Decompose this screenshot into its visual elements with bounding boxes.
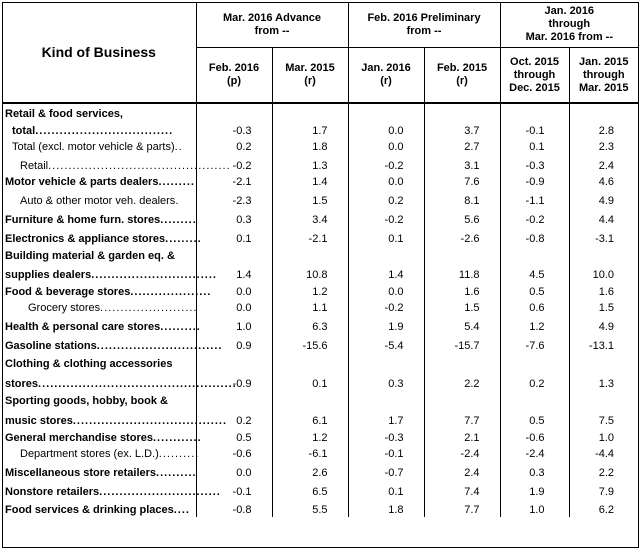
cell-value: 1.0 — [569, 428, 638, 445]
table-row — [2, 189, 638, 208]
cell-value: 6.3 — [272, 315, 348, 334]
leader-dots: ......... — [158, 176, 195, 188]
row-label — [2, 391, 196, 408]
kind-of-business-header: Kind of Business — [2, 2, 196, 103]
cell-value — [500, 246, 569, 263]
cell-value — [500, 103, 569, 121]
cell-value — [196, 246, 272, 263]
cell-value — [569, 391, 638, 408]
cell-value: 1.9 — [348, 315, 424, 334]
cell-value: 3.1 — [424, 154, 500, 173]
cell-value: -0.1 — [348, 445, 424, 461]
table-row — [2, 121, 638, 138]
cell-value — [500, 391, 569, 408]
table-row — [2, 208, 638, 227]
leader-dots: ......... — [165, 233, 202, 245]
cell-value: 1.5 — [424, 299, 500, 315]
subcol-header — [500, 48, 569, 104]
cell-value: 1.7 — [348, 408, 424, 428]
cell-value: 0.0 — [348, 138, 424, 154]
cell-value — [272, 103, 348, 121]
table-row — [2, 391, 638, 408]
cell-value: 10.0 — [569, 263, 638, 282]
leader-dots: .............................. — [99, 486, 221, 498]
cell-value: 2.8 — [569, 121, 638, 138]
row-label-text: Miscellaneous store retailers — [5, 467, 157, 479]
cell-value: -0.1 — [500, 121, 569, 138]
cell-value: 0.5 — [196, 428, 272, 445]
table-row — [2, 173, 638, 189]
cell-value — [569, 353, 638, 371]
row-label-text: music stores — [5, 415, 73, 427]
table-row — [2, 334, 638, 353]
row-label — [2, 428, 202, 445]
row-label — [2, 334, 223, 353]
cell-value: -2.3 — [196, 189, 272, 208]
row-label-text: Building material & garden eq. & — [5, 250, 175, 262]
leader-dots: ......... — [160, 214, 197, 226]
row-label-text: Total (excl. motor vehicle & parts) — [12, 141, 175, 153]
cell-value: 1.2 — [500, 315, 569, 334]
cell-value: -13.1 — [569, 334, 638, 353]
row-label — [2, 445, 200, 461]
subcol-header-text: Jan. 2016 (r) — [361, 62, 411, 87]
cell-value: 4.5 — [500, 263, 569, 282]
subcol-header-text: Jan. 2015 through Mar. 2015 — [579, 55, 629, 94]
cell-value: 0.3 — [196, 208, 272, 227]
cell-value: -2.1 — [272, 227, 348, 246]
row-label-text: Food services & drinking places — [5, 504, 174, 516]
cell-value — [348, 353, 424, 371]
cell-value: -0.8 — [196, 499, 272, 517]
row-label — [2, 353, 196, 371]
group-header-jan-mar — [500, 2, 638, 48]
cell-value: 7.9 — [569, 480, 638, 499]
row-label — [2, 480, 221, 499]
cell-value: 1.3 — [569, 371, 638, 391]
cell-value — [348, 103, 424, 121]
group-header-march-advance — [196, 2, 348, 48]
leader-dots: ........................ — [100, 302, 198, 314]
row-label-text: Department stores (ex. L.D.) — [20, 448, 159, 460]
row-label-text: Motor vehicle & parts dealers — [5, 176, 159, 188]
cell-value — [272, 246, 348, 263]
cell-value: 1.8 — [348, 499, 424, 517]
cell-value: 4.6 — [569, 173, 638, 189]
cell-value: -0.3 — [500, 154, 569, 173]
subcol-header-text: Feb. 2015 (r) — [436, 62, 488, 87]
cell-value — [424, 391, 500, 408]
cell-value: 1.2 — [272, 282, 348, 299]
cell-value: 1.5 — [569, 299, 638, 315]
cell-value: 2.2 — [569, 461, 638, 480]
cell-value: 0.1 — [348, 480, 424, 499]
subcol-header-text: Feb. 2016 (p) — [208, 62, 260, 87]
cell-value: 2.6 — [272, 461, 348, 480]
leader-dots: . — [175, 195, 180, 207]
cell-value: 0.2 — [500, 371, 569, 391]
cell-value: 4.9 — [569, 189, 638, 208]
cell-value — [424, 103, 500, 121]
cell-value: 1.8 — [272, 138, 348, 154]
cell-value: 7.4 — [424, 480, 500, 499]
table-row — [2, 246, 638, 263]
cell-value: 0.1 — [500, 138, 569, 154]
group-header-feb-preliminary — [348, 2, 500, 48]
cell-value: 0.5 — [500, 282, 569, 299]
subcol-header-text: Mar. 2015 (r) — [285, 62, 335, 87]
leader-dots: ...................................... — [72, 415, 228, 427]
cell-value: 0.3 — [500, 461, 569, 480]
row-label-text: total — [12, 125, 36, 137]
cell-value: 0.0 — [196, 282, 272, 299]
subcol-header — [569, 48, 638, 104]
row-label-text: Clothing & clothing accessories — [5, 358, 173, 370]
row-label-text: Auto & other motor veh. dealers — [20, 195, 176, 207]
cell-value — [348, 391, 424, 408]
cell-value: -0.2 — [348, 154, 424, 173]
row-label-text: Retail — [20, 160, 49, 172]
leader-dots: .... — [173, 504, 190, 516]
cell-value: 2.2 — [424, 371, 500, 391]
table-row — [2, 282, 638, 299]
row-label-text: Retail & food services, — [5, 108, 123, 120]
leader-dots: ................................................. — [38, 378, 237, 390]
cell-value: -2.4 — [424, 445, 500, 461]
cell-value: -0.3 — [348, 428, 424, 445]
table-row — [2, 499, 638, 517]
cell-value — [500, 353, 569, 371]
retail-sales-table — [2, 2, 638, 517]
cell-value: 1.9 — [500, 480, 569, 499]
row-label-text: Grocery stores — [28, 302, 101, 314]
cell-value — [196, 353, 272, 371]
table-row — [2, 103, 638, 121]
row-label-text: stores — [5, 378, 39, 390]
cell-value: 4.4 — [569, 208, 638, 227]
group-header-text: Jan. 2016 through Mar. 2016 from -- — [525, 5, 613, 43]
cell-value: -2.4 — [500, 445, 569, 461]
cell-value: -0.2 — [348, 299, 424, 315]
cell-value — [424, 353, 500, 371]
cell-value: 0.2 — [348, 189, 424, 208]
cell-value: 5.5 — [272, 499, 348, 517]
table-row — [2, 154, 638, 173]
subcol-header-text: Oct. 2015 through Dec. 2015 — [509, 55, 560, 94]
cell-value: 8.1 — [424, 189, 500, 208]
cell-value: -15.7 — [424, 334, 500, 353]
subcol-header — [272, 48, 348, 104]
row-label — [2, 408, 228, 428]
cell-value: 1.3 — [272, 154, 348, 173]
cell-value: 1.5 — [272, 189, 348, 208]
table-row — [2, 408, 638, 428]
cell-value: 10.8 — [272, 263, 348, 282]
row-label — [2, 299, 196, 315]
table-row — [2, 263, 638, 282]
cell-value: 3.4 — [272, 208, 348, 227]
cell-value: -3.1 — [569, 227, 638, 246]
row-label-text: Nonstore retailers — [5, 486, 100, 498]
row-label — [2, 208, 196, 227]
leader-dots: .................... — [130, 286, 212, 298]
cell-value: 1.0 — [196, 315, 272, 334]
cell-value: 1.6 — [424, 282, 500, 299]
cell-value: 5.6 — [424, 208, 500, 227]
leader-dots: ............ — [152, 432, 202, 444]
row-label-text: Health & personal care stores — [5, 321, 161, 333]
cell-value — [569, 103, 638, 121]
row-label-text: Sporting goods, hobby, book & — [5, 395, 168, 407]
cell-value: 0.0 — [196, 299, 272, 315]
cell-value: 1.7 — [272, 121, 348, 138]
cell-value: 1.1 — [272, 299, 348, 315]
leader-dots: ............................................. — [48, 160, 231, 172]
table-row — [2, 138, 638, 154]
cell-value: -0.3 — [196, 121, 272, 138]
cell-value: 1.4 — [196, 263, 272, 282]
row-label — [2, 227, 202, 246]
row-label — [2, 263, 217, 282]
cell-value: 2.4 — [569, 154, 638, 173]
row-label-text: Gasoline stations — [5, 340, 97, 352]
cell-value — [272, 391, 348, 408]
cell-value: 7.7 — [424, 408, 500, 428]
table-row — [2, 461, 638, 480]
leader-dots: .. — [174, 141, 183, 153]
cell-value: 0.1 — [272, 371, 348, 391]
cell-value — [196, 391, 272, 408]
cell-value: 1.2 — [272, 428, 348, 445]
cell-value: 7.7 — [424, 499, 500, 517]
cell-value: 0.3 — [348, 371, 424, 391]
cell-value: 7.5 — [569, 408, 638, 428]
cell-value: 5.4 — [424, 315, 500, 334]
cell-value: -2.1 — [196, 173, 272, 189]
cell-value: -0.2 — [500, 208, 569, 227]
cell-value: -5.4 — [348, 334, 424, 353]
cell-value: -1.1 — [500, 189, 569, 208]
subcol-header — [424, 48, 500, 104]
cell-value — [196, 103, 272, 121]
cell-value: 0.5 — [500, 408, 569, 428]
cell-value: 1.4 — [272, 173, 348, 189]
cell-value: 6.1 — [272, 408, 348, 428]
row-label — [2, 315, 201, 334]
cell-value: 0.6 — [500, 299, 569, 315]
table-row — [2, 371, 638, 391]
cell-value: 0.2 — [196, 408, 272, 428]
row-label — [2, 154, 231, 173]
row-label-text: Food & beverage stores — [5, 286, 131, 298]
cell-value: 1.6 — [569, 282, 638, 299]
cell-value — [272, 353, 348, 371]
cell-value — [424, 246, 500, 263]
row-label — [2, 189, 196, 208]
row-label — [2, 246, 196, 263]
cell-value: -0.2 — [196, 154, 272, 173]
cell-value: -0.2 — [348, 208, 424, 227]
table-row — [2, 299, 638, 315]
table-body — [2, 103, 638, 517]
cell-value: -15.6 — [272, 334, 348, 353]
row-label — [2, 461, 196, 480]
row-label-text: General merchandise stores — [5, 432, 153, 444]
cell-value: 0.2 — [196, 138, 272, 154]
cell-value — [348, 246, 424, 263]
cell-value: -0.7 — [348, 461, 424, 480]
cell-value: 1.0 — [500, 499, 569, 517]
cell-value: 7.6 — [424, 173, 500, 189]
cell-value: 2.4 — [424, 461, 500, 480]
row-label — [2, 121, 196, 138]
row-label — [2, 138, 196, 154]
cell-value: 1.4 — [348, 263, 424, 282]
row-label-text: Furniture & home furn. stores — [5, 214, 161, 226]
cell-value: 0.0 — [348, 173, 424, 189]
group-header-text: Mar. 2016 Advance from -- — [222, 11, 322, 37]
table-row — [2, 227, 638, 246]
cell-value: -0.6 — [196, 445, 272, 461]
cell-value: -0.8 — [500, 227, 569, 246]
cell-value: 2.3 — [569, 138, 638, 154]
row-label — [2, 103, 196, 121]
row-label — [2, 499, 196, 517]
cell-value: -0.9 — [196, 371, 272, 391]
cell-value: -0.9 — [500, 173, 569, 189]
cell-value: -7.6 — [500, 334, 569, 353]
cell-value: 3.7 — [424, 121, 500, 138]
cell-value: 6.2 — [569, 499, 638, 517]
cell-value: 0.0 — [348, 121, 424, 138]
table-row — [2, 315, 638, 334]
cell-value: 2.7 — [424, 138, 500, 154]
cell-value: 4.9 — [569, 315, 638, 334]
cell-value: -2.6 — [424, 227, 500, 246]
leader-dots: .......... — [156, 467, 197, 479]
row-label-text: Electronics & appliance stores — [5, 233, 166, 245]
group-header-text: Feb. 2016 Preliminary from -- — [367, 11, 481, 37]
table-row — [2, 353, 638, 371]
cell-value: -4.4 — [569, 445, 638, 461]
cell-value: 2.1 — [424, 428, 500, 445]
table-row — [2, 428, 638, 445]
row-label — [2, 173, 196, 189]
table-row — [2, 445, 638, 461]
cell-value: 0.1 — [348, 227, 424, 246]
table-row — [2, 480, 638, 499]
row-label-text: supplies dealers — [5, 269, 92, 281]
cell-value: 0.0 — [196, 461, 272, 480]
cell-value: 0.9 — [196, 334, 272, 353]
subcol-header — [196, 48, 272, 104]
leader-dots: .......... — [158, 448, 200, 460]
cell-value: 0.0 — [348, 282, 424, 299]
cell-value: -6.1 — [272, 445, 348, 461]
row-label — [2, 371, 237, 391]
cell-value: -0.6 — [500, 428, 569, 445]
cell-value: -0.1 — [196, 480, 272, 499]
leader-dots: .......... — [160, 321, 201, 333]
cell-value: 6.5 — [272, 480, 348, 499]
row-label — [2, 282, 212, 299]
subcol-header — [348, 48, 424, 104]
cell-value: 11.8 — [424, 263, 500, 282]
cell-value: 0.1 — [196, 227, 272, 246]
leader-dots: .................................. — [35, 125, 174, 137]
leader-dots: ............................... — [96, 340, 223, 352]
cell-value — [569, 246, 638, 263]
leader-dots: ............................... — [91, 269, 217, 281]
